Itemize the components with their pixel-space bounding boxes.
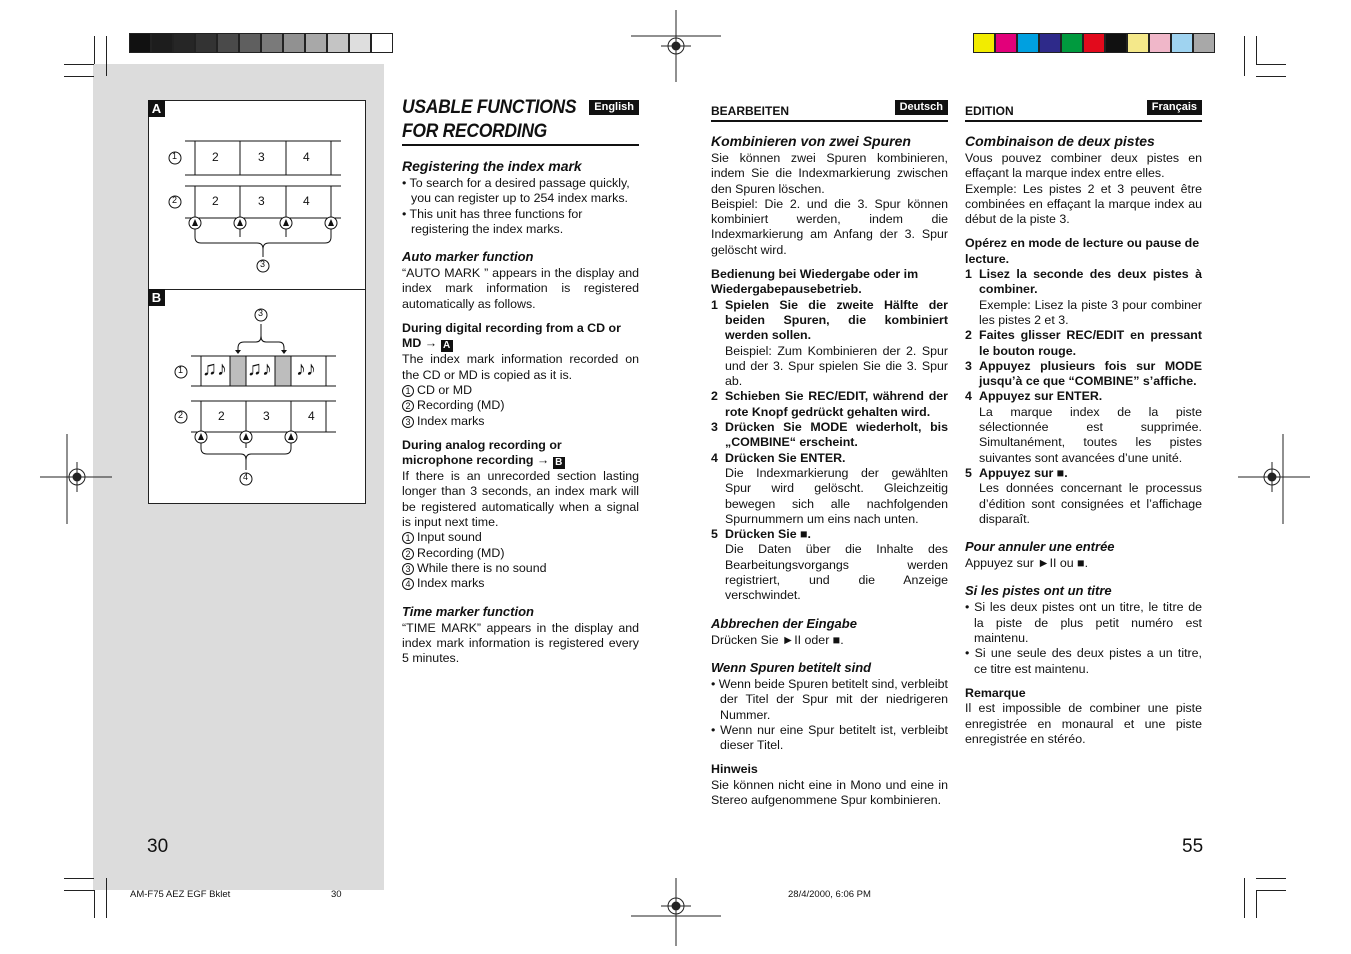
- list-item-text: Index marks: [417, 413, 485, 428]
- list-item: [402, 530, 639, 545]
- diagram-b-track: 3: [263, 409, 270, 423]
- francais-op-heading: Opérez en mode de lecture ou pause de lecture.: [965, 236, 1200, 266]
- diagram-b-track: 4: [308, 409, 315, 423]
- deutsch-cancel-heading: Abbrechen der Eingabe: [711, 615, 857, 631]
- diagram-b-label: B: [148, 289, 165, 306]
- deutsch-column: [711, 99, 948, 808]
- step-number: 1: [965, 267, 972, 282]
- color-swatch: [995, 33, 1017, 53]
- diagram-a-marker-1: 1: [172, 151, 178, 161]
- step-number: 2: [965, 328, 972, 343]
- circled-number: 2: [402, 400, 414, 412]
- francais-titled-bullet: • Si les deux pistes ont un titre, le titre de la piste de plus petit numéro est maintenu.: [965, 600, 1202, 646]
- color-swatch: [283, 33, 305, 53]
- registration-mark-right-icon: [1238, 434, 1310, 524]
- diagram-b-marker-2: 2: [178, 410, 184, 420]
- auto-marker-heading: Auto marker function: [402, 249, 534, 265]
- step-number: 5: [965, 465, 972, 480]
- deutsch-step: [711, 298, 948, 390]
- francais-titled-heading: Si les pistes ont un titre: [965, 583, 1112, 599]
- color-bar: [973, 33, 1215, 53]
- color-swatch: [173, 33, 195, 53]
- page-number-right: 55: [1182, 836, 1204, 857]
- color-swatch: [217, 33, 239, 53]
- step-bold: Spielen Sie die zweite Hälfte der beiden Spuren, die kombiniert werden sollen.: [725, 297, 948, 343]
- deutsch-badge: Deutsch: [895, 100, 948, 115]
- diagram-b-track: 2: [218, 409, 225, 423]
- registration-mark-top-icon: [631, 10, 721, 82]
- francais-sec-heading: Combinaison de deux pistes: [965, 133, 1155, 149]
- francais-example: Exemple: Les pistes 2 et 3 peuvent être combinées en effaçant la marque index au début de la piste 3.: [965, 181, 1202, 227]
- color-swatch: [1083, 33, 1105, 53]
- step-text: Die Indexmarkierung der gewählten Spur wird gelöscht. Gleichzeitig bewegen sich alle nachfolgenden Spurnummern um eins nach unten.: [725, 465, 948, 526]
- diagram-a-track: 3: [258, 150, 265, 164]
- deutsch-note-heading: Hinweis: [711, 762, 758, 777]
- list-item: [402, 414, 639, 429]
- step-bold: Faites glisser REC/EDIT en pressant le bouton rouge.: [979, 328, 1202, 358]
- step-number: 4: [965, 389, 972, 404]
- list-item-text: Index marks: [417, 576, 485, 591]
- francais-header: EDITION: [965, 104, 1014, 118]
- color-swatch: [1193, 33, 1215, 53]
- color-swatch: [195, 33, 217, 53]
- deutsch-titled-bullet: • Wenn beide Spuren betitelt sind, verbleibt der Titel der Spur mit der niedrigeren Nummer.: [711, 676, 948, 722]
- list-item: [402, 546, 639, 561]
- francais-column: [965, 99, 1202, 747]
- digital-text: The index mark information recorded on the CD or MD is copied as it is.: [402, 352, 639, 382]
- deutsch-step: [711, 389, 948, 420]
- list-item-text: CD or MD: [417, 382, 473, 397]
- diagram-a-marker-3: 3: [260, 259, 266, 269]
- step-bold: Appuyez sur ENTER.: [979, 389, 1103, 404]
- list-item-text: Recording (MD): [417, 545, 505, 560]
- diagram-b-graphic: [149, 290, 365, 503]
- step-number: 3: [965, 358, 972, 373]
- color-swatch: [1171, 33, 1193, 53]
- list-item: [402, 576, 639, 591]
- footer-date: 28/4/2000, 6:06 PM: [788, 889, 871, 900]
- deutsch-example: Beispiel: Die 2. und die 3. Spur können kombiniert werden, indem die Indexmarkierung am Anfang der 3. Spur gelöscht wird.: [711, 196, 948, 257]
- list-item: [402, 398, 639, 413]
- step-text: Beispiel: Zum Kombinieren der 2. Spur und der 3. Spur spielen Sie die 3. Spur ab.: [725, 343, 948, 389]
- circled-number: 2: [402, 548, 414, 560]
- english-column: [402, 96, 639, 666]
- music-note-icon: ♪♪: [296, 358, 316, 380]
- deutsch-titled-bullet: • Wenn nur eine Spur betitelt ist, verbleibt dieser Titel.: [711, 722, 948, 753]
- registration-mark-bottom-icon: [631, 878, 721, 946]
- step-text: Die Daten über die Inhalte des Bearbeitungsvorgangs werden registriert, und die Anzeige verschwindet.: [725, 542, 948, 603]
- francais-badge: Français: [1147, 100, 1202, 115]
- diagram-a-graphic: [149, 101, 365, 289]
- diagram-a-track: 4: [303, 150, 310, 164]
- step-number: 2: [711, 389, 718, 404]
- analog-heading-line1: During analog recording or: [402, 437, 562, 452]
- footer-page: 30: [331, 889, 342, 900]
- circled-number: 1: [402, 532, 414, 544]
- francais-header-rule: [965, 120, 1202, 122]
- list-item: [402, 561, 639, 576]
- diagram-a: [148, 100, 366, 290]
- color-swatch: [1039, 33, 1061, 53]
- registering-bullet: • This unit has three functions for registering the index marks.: [402, 206, 583, 236]
- music-note-icon: ♫♪: [202, 358, 227, 380]
- francais-cancel-text: Appuyez sur ►II ou ■.: [965, 556, 1089, 571]
- francais-step: [965, 328, 1202, 359]
- digital-heading: [402, 321, 639, 352]
- step-text: La marque index de la piste sélectionnée est supprimée. Simultanément, toutes les pistes suivantes sont avancées d’une unité.: [979, 404, 1202, 465]
- deutsch-header-rule: [711, 120, 948, 122]
- digital-ref: A: [441, 340, 453, 352]
- deutsch-step: [711, 451, 948, 527]
- analog-heading-line2: [402, 453, 639, 469]
- francais-intro: Vous pouvez combiner deux pistes en effaçant la marque index entre elles.: [965, 151, 1202, 181]
- francais-note-heading: Remarque: [965, 685, 1026, 700]
- francais-step: [965, 466, 1202, 527]
- color-swatch: [239, 33, 261, 53]
- color-swatch: [151, 33, 173, 53]
- step-number: 1: [711, 297, 718, 312]
- step-bold: Drücken Sie ENTER.: [725, 450, 846, 465]
- step-bold: Drücken Sie ■.: [725, 527, 811, 542]
- deutsch-titled-heading: Wenn Spuren betitelt sind: [711, 659, 872, 675]
- grayscale-bar: [129, 33, 393, 53]
- english-title-line2: FOR RECORDING: [402, 121, 548, 142]
- english-title-line1: USABLE FUNCTIONS: [402, 97, 577, 118]
- registering-heading: Registering the index mark: [402, 158, 582, 174]
- color-swatch: [327, 33, 349, 53]
- digital-heading-text: During digital recording from a CD or MD →: [402, 321, 621, 351]
- page-number-left: 30: [147, 836, 169, 857]
- color-swatch: [261, 33, 283, 53]
- deutsch-step: [711, 420, 948, 451]
- diagram-b-marker-1: 1: [178, 365, 184, 375]
- step-bold: Lisez la seconde des deux pistes à combiner.: [979, 267, 1202, 297]
- diagram-a-label: A: [148, 100, 165, 117]
- diagram-b-marker-4: 4: [243, 472, 249, 482]
- step-text: Exemple: Lisez la piste 3 pour combiner les pistes 2 et 3.: [979, 297, 1202, 327]
- diagram-b-marker-3: 3: [258, 308, 264, 318]
- registration-mark-left-icon: [40, 434, 112, 524]
- francais-step: [965, 389, 1202, 465]
- circled-number: 3: [402, 563, 414, 575]
- francais-titled-bullet: • Si une seule des deux pistes a un titre, ce titre est maintenu.: [965, 646, 1202, 676]
- step-bold: Schieben Sie REC/EDIT, während der rote Knopf gedrückt gehalten wird.: [725, 389, 948, 419]
- list-item-text: Recording (MD): [417, 398, 505, 413]
- diagram-a-track: 2: [212, 194, 219, 208]
- color-swatch: [349, 33, 371, 53]
- deutsch-note-text: Sie können nicht eine in Mono und eine in Stereo aufgenommene Spur kombinieren.: [711, 777, 948, 807]
- color-swatch: [1017, 33, 1039, 53]
- step-text: Les données concernant le processus d’édition sont consignées et l’affichage disparaît.: [979, 481, 1202, 526]
- registering-bullet: • To search for a desired passage quickly, you can register up to 254 index marks.: [402, 176, 630, 206]
- auto-marker-text: “AUTO MARK ” appears in the display and index mark information is registered automatically as follows.: [402, 266, 639, 311]
- color-swatch: [371, 33, 393, 53]
- circled-number: 4: [402, 578, 414, 590]
- time-marker-text: “TIME MARK” appears in the display and index mark information is registered every 5 minutes.: [402, 620, 639, 666]
- step-number: 5: [711, 527, 718, 542]
- color-swatch: [1061, 33, 1083, 53]
- list-item-text: While there is no sound: [417, 560, 547, 575]
- circled-number: 3: [402, 416, 414, 428]
- diagram-b: [148, 289, 366, 504]
- francais-step: [965, 267, 1202, 328]
- deutsch-sec-heading: Kombinieren von zwei Spuren: [711, 133, 911, 149]
- step-bold: Appuyez plusieurs fois sur MODE jusqu’à ce que “COMBINE” s’affiche.: [979, 358, 1202, 389]
- step-bold: Appuyez sur ■.: [979, 465, 1068, 480]
- deutsch-intro: Sie können zwei Spuren kombinieren, indem Sie die Indexmarkierung zwischen den Spuren löschen.: [711, 151, 948, 196]
- color-swatch: [1149, 33, 1171, 53]
- list-item-text: Input sound: [417, 530, 482, 545]
- step-number: 3: [711, 420, 718, 435]
- circled-number: 1: [402, 385, 414, 397]
- analog-heading-text: microphone recording →: [402, 453, 550, 468]
- footer-file: AM-F75 AEZ EGF Bklet: [130, 889, 231, 900]
- color-swatch: [1127, 33, 1149, 53]
- deutsch-op-heading: Bedienung bei Wiedergabe oder im Wiedergabepausebetrieb.: [711, 267, 919, 297]
- francais-cancel-heading: Pour annuler une entrée: [965, 539, 1115, 555]
- color-swatch: [129, 33, 151, 53]
- deutsch-cancel-text: Drücken Sie ►II oder ■.: [711, 632, 844, 647]
- color-swatch: [1105, 33, 1127, 53]
- diagram-a-track: 2: [212, 150, 219, 164]
- english-title-rule: [402, 144, 639, 146]
- analog-ref: B: [553, 457, 565, 469]
- english-badge: English: [589, 100, 639, 115]
- time-marker-heading: Time marker function: [402, 603, 534, 619]
- step-bold: Drücken Sie MODE wiederholt, bis „COMBINE“ erscheint.: [725, 420, 948, 450]
- francais-note-text: Il est impossible de combiner une piste enregistrée en monaural et une piste enregistrée en stéréo.: [965, 701, 1202, 746]
- color-swatch: [973, 33, 995, 53]
- list-item: [402, 383, 639, 398]
- francais-step: [965, 359, 1202, 390]
- analog-text: If there is an unrecorded section lasting longer than 3 seconds, an index mark will be registered automatically when a signal is input next time.: [402, 469, 639, 530]
- step-number: 4: [711, 450, 718, 465]
- color-swatch: [305, 33, 327, 53]
- deutsch-header: BEARBEITEN: [711, 104, 790, 118]
- music-note-icon: ♫♪: [247, 358, 272, 380]
- diagram-a-track: 4: [303, 194, 310, 208]
- diagram-a-marker-2: 2: [172, 195, 178, 205]
- diagram-a-track: 3: [258, 194, 265, 208]
- deutsch-step: [711, 527, 948, 603]
